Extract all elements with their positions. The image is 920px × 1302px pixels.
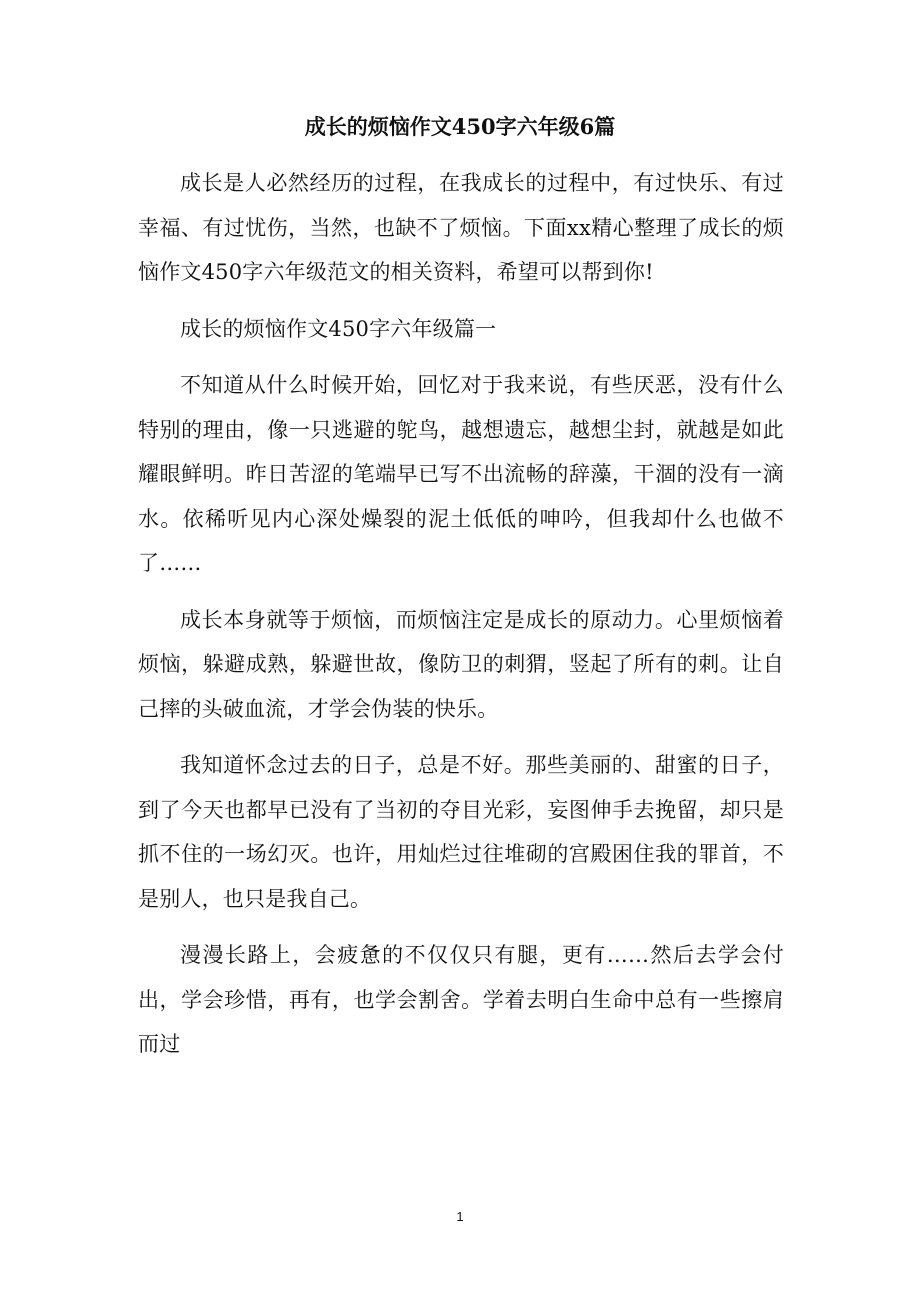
- document-body: [138, 161, 784, 1067]
- intro-paragraph: 成长是人必然经历的过程，在我成长的过程中，有过快乐、有过幸福、有过忧伤，当然，也缺不了烦恼。下面xx精心整理了成长的烦恼作文450字六年级范文的相关资料，希望可以帮到你!: [138, 171, 784, 284]
- document-title: 成长的烦恼作文450字六年级6篇: [304, 114, 616, 139]
- section-heading: 成长的烦恼作文450字六年级篇一: [180, 316, 497, 341]
- body-paragraph: 成长本身就等于烦恼，而烦恼注定是成长的原动力。心里烦恼着烦恼，躲避成熟，躲避世故，像防卫的刺猬，竖起了所有的刺。让自己摔的头破血流，才学会伪装的快乐。: [138, 607, 784, 721]
- page-number: 1: [456, 1209, 464, 1224]
- body-paragraph: 我知道怀念过去的日子，总是不好。那些美丽的、甜蜜的日子，到了今天也都早已没有了当初的夺目光彩，妄图伸手去挽留，却只是抓不住的一场幻灭。也许，用灿烂过往堆砌的宫殿困住我的罪首，不是别人，也只是我自己。: [138, 753, 784, 911]
- body-paragraph: 漫漫长路上，会疲惫的不仅仅只有腿，更有……然后去学会付出，学会珍惜，再有，也学会割舍。学着去明白生命中总有一些擦肩而过: [138, 943, 784, 1056]
- body-paragraph: 不知道从什么时候开始，回忆对于我来说，有些厌恶，没有什么特别的理由，像一只逃避的鸵鸟，越想遗忘，越想尘封，就越是如此耀眼鲜明。昨日苦涩的笔端早已写不出流畅的辞藻，干涸的没有一滴水。依稀听见内心深处燥裂的泥土低低的呻吟，但我却什么也做不了……: [138, 373, 784, 575]
